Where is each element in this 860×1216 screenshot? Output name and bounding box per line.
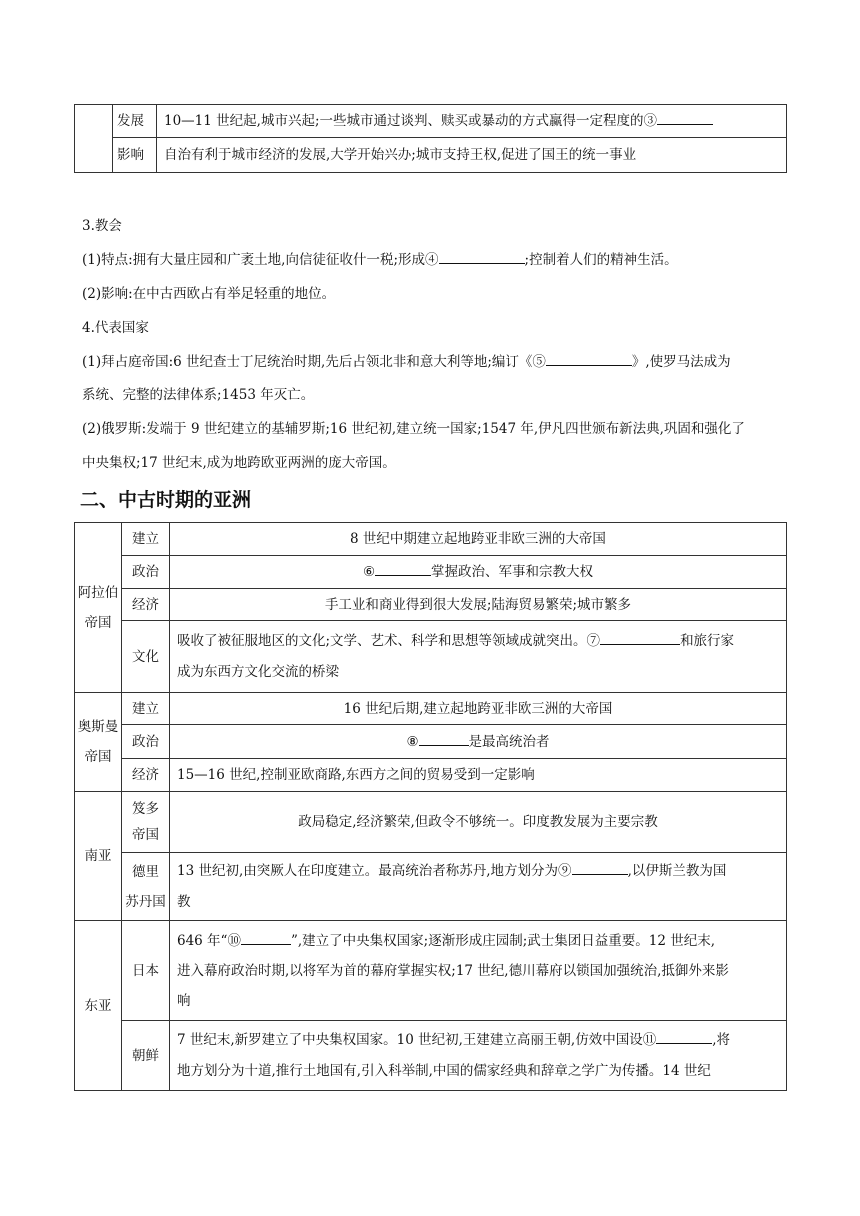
text-span: ,将	[712, 1031, 731, 1048]
row-sub-label	[122, 792, 170, 853]
fill-blank	[439, 249, 525, 264]
text-span: ”,建立了中央集权国家;逐渐形成庄园制;武士集团日益重要。12 世纪末,	[290, 932, 716, 949]
paragraph: (2)俄罗斯:发端于 9 世纪建立的基辅罗斯;16 世纪初,建立统一国家;1547 年,伊凡四世颁布新法典,巩固和强化了	[82, 421, 745, 437]
table-row	[75, 792, 787, 853]
region-label: 东亚	[75, 921, 122, 1091]
row-sub-label: 影响	[113, 138, 157, 173]
row-content: 自治有利于城市经济的发展,大学开始兴办;城市支持王权,促进了国王的统一事业	[157, 138, 787, 173]
text-span: ;控制着人们的精神生活。	[524, 252, 678, 268]
row-content	[170, 556, 787, 589]
paragraph: (2)影响:在中古西欧占有举足轻重的地位。	[82, 286, 336, 302]
table-row	[75, 725, 787, 759]
row-content: 15—16 世纪,控制亚欧商路,东西方之间的贸易受到一定影响	[170, 759, 787, 792]
row-sub-label: 文化	[122, 621, 170, 693]
top-table	[74, 104, 787, 173]
text-span: ,以伊斯兰教为国	[627, 862, 727, 879]
table-row	[75, 589, 787, 621]
row-content	[170, 1021, 787, 1091]
text-span: 教	[177, 893, 191, 910]
row-content	[157, 105, 787, 138]
row-content	[170, 921, 787, 1021]
table-row	[75, 105, 787, 138]
text-span: 13 世纪初,由突厥人在印度建立。最高统治者称苏丹,地方划分为⑨	[177, 862, 572, 879]
row-sub-label: 建立	[122, 693, 170, 725]
label-line: 帝国	[84, 614, 112, 631]
row-content: 8 世纪中期建立起地跨亚非欧三洲的大帝国	[170, 523, 787, 556]
text-span: (1)拜占庭帝国:6 世纪查士丁尼统治时期,先后占领北非和意大利等地;编订《⑤	[82, 354, 546, 370]
fill-blank	[656, 1029, 712, 1044]
table-row	[75, 693, 787, 725]
row-sub-label: 经济	[122, 589, 170, 621]
text-span: 地方划分为十道,推行土地国有,引入科举制,中国的儒家经典和辞章之学广为传播。14 世纪	[177, 1062, 711, 1079]
table-row	[75, 138, 787, 173]
row-content: 16 世纪后期,建立起地跨亚非欧三洲的大帝国	[170, 693, 787, 725]
paragraph: 系统、完整的法律体系;1453 年灭亡。	[82, 387, 315, 403]
section-title: 3.教会	[82, 218, 122, 234]
fill-blank	[375, 561, 431, 576]
label-line: 帝国	[84, 749, 112, 765]
row-sub-label: 建立	[122, 523, 170, 556]
label-line: 阿拉伯	[77, 584, 119, 601]
region-label	[75, 693, 122, 792]
paragraph	[82, 344, 792, 380]
region-label	[75, 523, 122, 693]
table-row	[75, 1021, 787, 1091]
table-row	[75, 921, 787, 1021]
label-line: 奥斯曼	[77, 719, 119, 735]
table-row	[75, 556, 787, 589]
text-span: (1)特点:拥有大量庄园和广袤土地,向信徒征收什一税;形成④	[82, 252, 439, 268]
text-span: 》,使罗马法成为	[631, 354, 731, 370]
fill-blank	[241, 930, 291, 945]
fill-blank	[600, 630, 680, 645]
table-row	[75, 621, 787, 693]
row-content: 政局稳定,经济繁荣,但政令不够统一。印度教发展为主要宗教	[170, 792, 787, 853]
row-content	[170, 853, 787, 921]
text-span: 成为东西方文化交流的桥梁	[177, 663, 339, 680]
table-row	[75, 853, 787, 921]
row-content	[170, 725, 787, 759]
label-line: 帝国	[132, 827, 159, 843]
text-span: 掌握政治、军事和宗教大权	[431, 564, 594, 580]
table-row	[75, 523, 787, 556]
fill-blank	[657, 110, 713, 125]
text-span: 7 世纪末,新罗建立了中央集权国家。10 世纪初,王建建立高丽王朝,仿效中国设⑪	[177, 1031, 657, 1048]
row-sub-label: 发展	[113, 105, 157, 138]
label-line: 笈多	[132, 801, 159, 817]
section-heading: 二、中古时期的亚洲	[80, 489, 252, 511]
row-sub-label: 日本	[122, 921, 170, 1021]
text-span: 吸收了被征服地区的文化;文学、艺术、科学和思想等领域成就突出。⑦	[177, 632, 601, 649]
text-span: ⑥	[362, 564, 376, 580]
section-title: 4.代表国家	[82, 320, 149, 336]
row-label	[75, 105, 113, 173]
text-span: 是最高统治者	[468, 733, 550, 750]
row-content	[170, 621, 787, 693]
text-span: 进入幕府政治时期,以将军为首的幕府掌握实权;17 世纪,德川幕府以锁国加强统治,抵御外来影	[177, 962, 729, 979]
asia-table	[74, 522, 787, 1091]
cell-text: 10—11 世纪起,城市兴起;一些城市通过谈判、赎买或暴动的方式赢得一定程度的③	[164, 113, 657, 129]
paragraph: 中央集权;17 世纪末,成为地跨欧亚两洲的庞大帝国。	[82, 455, 396, 471]
row-sub-label: 朝鲜	[122, 1021, 170, 1091]
row-content: 手工业和商业得到很大发展;陆海贸易繁荣;城市繁多	[170, 589, 787, 621]
text-span: 响	[177, 992, 191, 1009]
fill-blank	[546, 351, 632, 366]
row-sub-label: 经济	[122, 759, 170, 792]
label-line: 德里	[132, 863, 159, 880]
region-label: 南亚	[75, 792, 122, 921]
row-sub-label: 政治	[122, 556, 170, 589]
text-span: ⑧	[406, 733, 419, 750]
paragraph	[82, 242, 792, 278]
row-sub-label: 政治	[122, 725, 170, 759]
text-span: 646 年“⑩	[177, 932, 241, 949]
fill-blank	[419, 731, 469, 746]
table-row	[75, 759, 787, 792]
fill-blank	[572, 860, 628, 875]
label-line: 苏丹国	[125, 893, 166, 910]
text-span: 和旅行家	[680, 632, 735, 649]
row-sub-label	[122, 853, 170, 921]
